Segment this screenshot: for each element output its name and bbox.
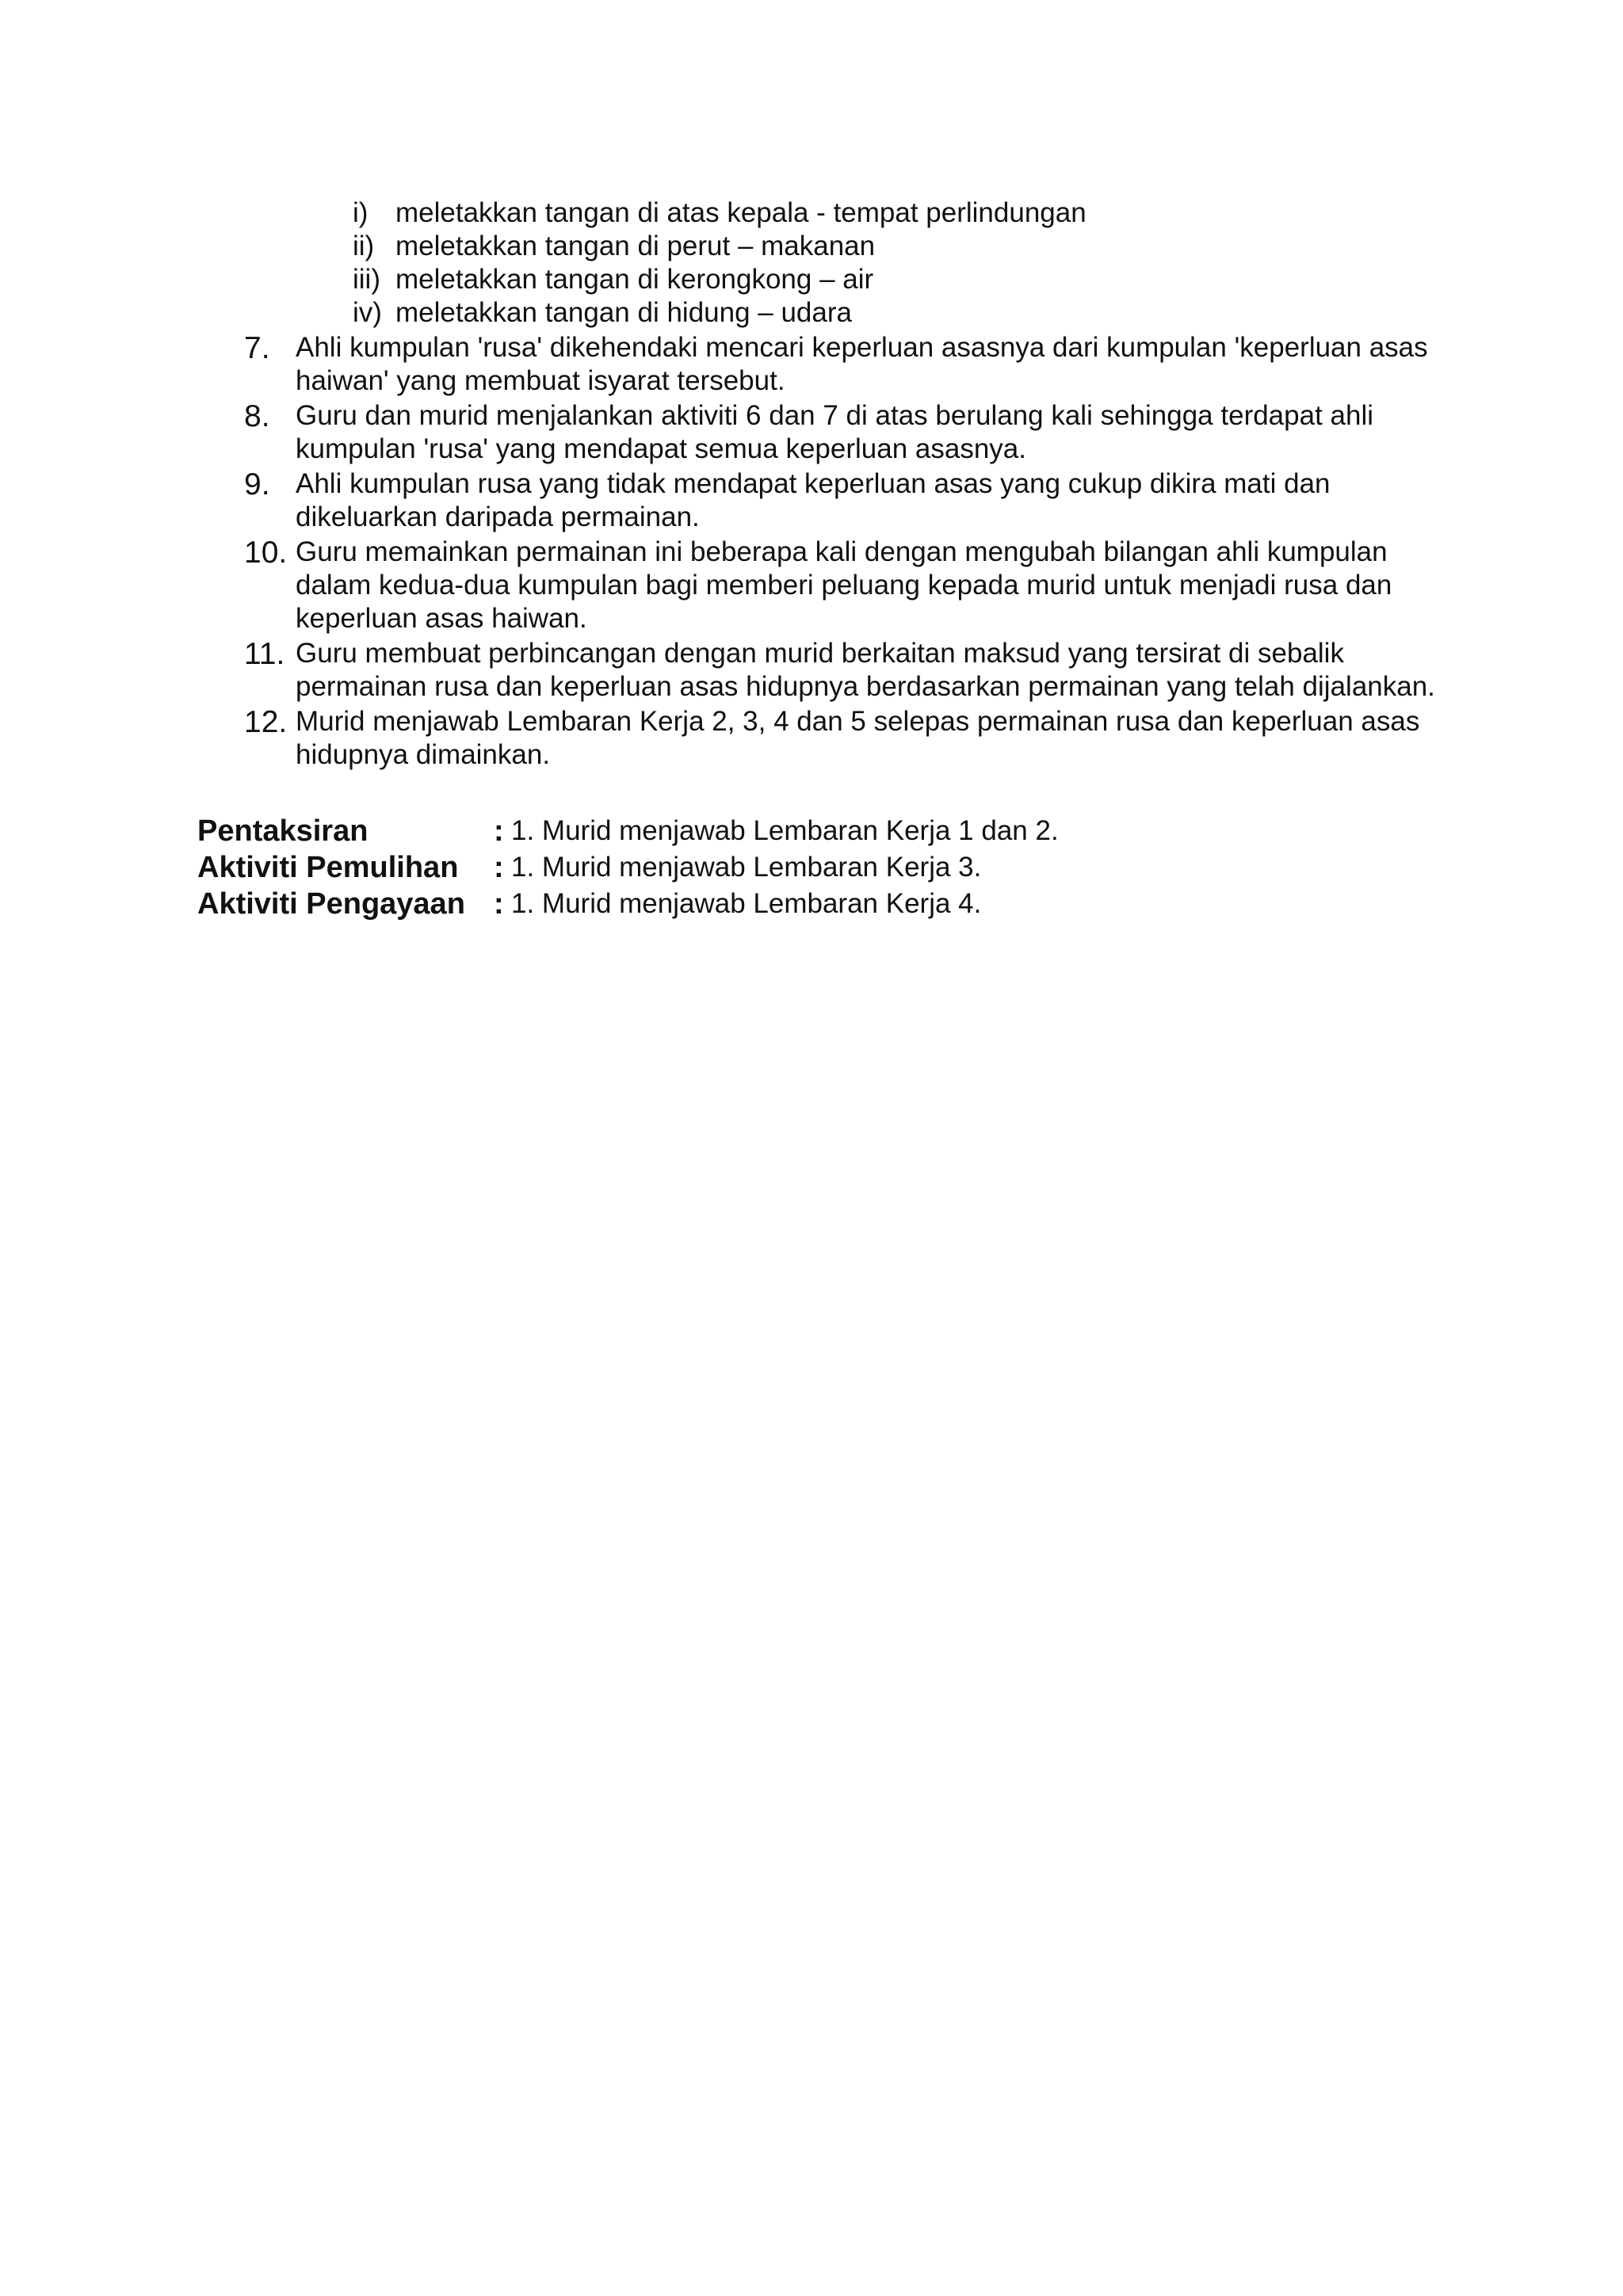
assessment-activities xyxy=(197,813,1386,922)
sublist-item xyxy=(353,296,1462,330)
sublist-item-text: meletakkan tangan di hidung – udara xyxy=(395,297,852,328)
step-item xyxy=(244,637,1449,704)
activity-text: 1. Murid menjawab Lembaran Kerja 1 dan 2. xyxy=(511,815,1059,846)
step-text: Murid menjawab Lembaran Kerja 2, 3, 4 dan 5 selepas permainan rusa dan keperluan asas hidupnya dimainkan. xyxy=(296,706,1420,770)
step-text: Guru dan murid menjalankan aktiviti 6 dan 7 di atas berulang kali sehingga terdapat ahli kumpulan 'rusa' yang mendapat semua keperluan asasnya. xyxy=(296,400,1374,464)
step-number: 9. xyxy=(244,467,270,502)
step-text: Guru memainkan permainan ini beberapa kali dengan mengubah bilangan ahli kumpulan dalam kedua-dua kumpulan bagi memberi peluang kepada murid untuk menjadi rusa dan keperluan asas haiwan. xyxy=(296,536,1392,634)
step-item xyxy=(244,536,1449,635)
step-number: 11. xyxy=(244,637,285,671)
sublist-item xyxy=(353,230,1462,263)
activity-text: 1. Murid menjawab Lembaran Kerja 3. xyxy=(511,852,982,883)
step-item xyxy=(244,331,1449,398)
activity-label: Aktiviti Pemulihan xyxy=(197,851,459,884)
step-number: 8. xyxy=(244,399,270,433)
step-text: Guru membuat perbincangan dengan murid berkaitan maksud yang tersirat di sebalik permainan rusa dan keperluan asas hidupnya berdasarkan permainan yang telah dijalankan. xyxy=(296,638,1435,702)
activity-label: Pentaksiran xyxy=(197,814,369,848)
sublist-item xyxy=(353,196,1462,230)
activity-colon: : xyxy=(494,887,504,921)
step-number: 10. xyxy=(244,536,288,570)
activity-colon: : xyxy=(494,814,504,848)
sublist-item-text: meletakkan tangan di atas kepala - tempat perlindungan xyxy=(395,197,1086,228)
step-item xyxy=(244,705,1449,772)
activity-row-pemulihan xyxy=(197,849,1386,886)
step-number: 7. xyxy=(244,331,270,365)
step-item xyxy=(244,399,1449,466)
activity-row-pentaksiran xyxy=(197,813,1386,849)
sublist-item-number: i) xyxy=(353,197,369,228)
sublist-item-number: iii) xyxy=(353,264,380,295)
sublist-item-text: meletakkan tangan di perut – makanan xyxy=(395,231,876,261)
step-item xyxy=(244,467,1449,534)
activity-text: 1. Murid menjawab Lembaran Kerja 4. xyxy=(511,888,982,919)
step-text: Ahli kumpulan 'rusa' dikehendaki mencari keperluan asasnya dari kumpulan 'keperluan asas haiwan' yang membuat isyarat tersebut. xyxy=(296,332,1428,396)
activity-label: Aktiviti Pengayaan xyxy=(197,887,465,921)
activity-colon: : xyxy=(494,851,504,884)
sublist-item-number: ii) xyxy=(353,231,375,261)
activity-row-pengayaan xyxy=(197,886,1386,922)
step-number: 12. xyxy=(244,705,288,739)
numbered-steps xyxy=(244,331,1449,773)
sublist-item-text: meletakkan tangan di kerongkong – air xyxy=(395,264,874,295)
roman-sublist xyxy=(353,196,1462,330)
sublist-item-number: iv) xyxy=(353,297,382,328)
step-text: Ahli kumpulan rusa yang tidak mendapat keperluan asas yang cukup dikira mati dan dikeluarkan daripada permainan. xyxy=(296,468,1331,532)
sublist-item xyxy=(353,263,1462,296)
